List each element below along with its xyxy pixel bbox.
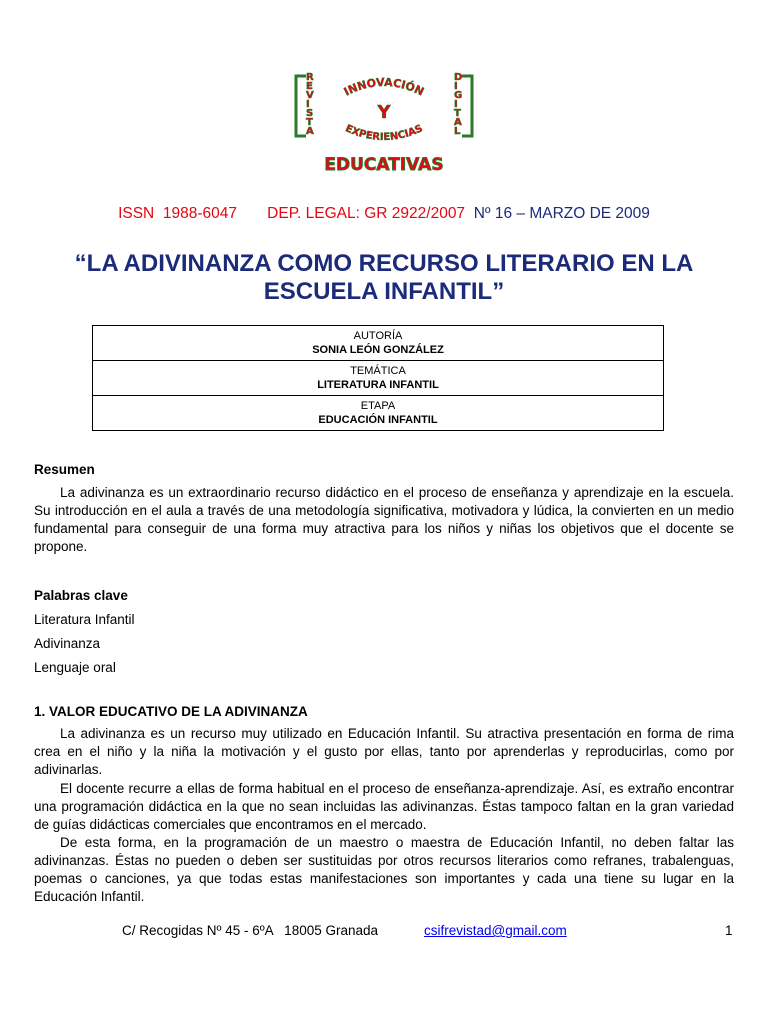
logo-left-letter: V <box>306 90 314 101</box>
logo-right-letter: I <box>454 99 458 110</box>
section-1-paragraph: La adivinanza es un recurso muy utilizado en Educación Infantil. Su atractiva presentación en forma de rima crea en el niño y la niña la motivación y el gusto por ellas, tanto por aprenderlas y reproducirlas, como por adivinarlas. <box>34 726 734 777</box>
logo-innovacion: INNOVACIÓN <box>341 75 426 99</box>
resumen-heading: Resumen <box>34 462 95 477</box>
logo-left-letter: I <box>306 99 310 110</box>
logo-left-letter: S <box>306 108 314 119</box>
info-label: TEMÁTICA <box>350 365 406 377</box>
logo-right-vertical <box>454 72 462 137</box>
logo-left-letter: T <box>306 117 313 128</box>
resumen-text: La adivinanza es un extraordinario recurso didáctico en el proceso de enseñanza y aprendizaje en la escuela. Su introducción en el aula a través de una metodología significativa, motivadora y lúdica, la convierten en un medio fundamental para conseguir de una forma muy atractiva para los niños y niñas los objetivos que el docente se propone. <box>34 485 734 554</box>
issn-line <box>0 205 768 223</box>
keyword-item: Literatura Infantil <box>34 612 135 627</box>
issue-number: Nº 16 – MARZO DE 2009 <box>473 205 650 222</box>
logo-left-vertical <box>306 72 314 137</box>
footer-email-link[interactable]: csifrevistad@gmail.com <box>424 923 567 938</box>
logo-right-letter: T <box>454 108 461 119</box>
logo-right-letter: D <box>454 72 463 83</box>
legal-deposit: DEP. LEGAL: GR 2922/2007 <box>267 205 466 222</box>
footer-address: C/ Recogidas Nº 45 - 6ºA 18005 Granada <box>122 923 379 938</box>
info-label: ETAPA <box>360 400 396 412</box>
keyword-item: Adivinanza <box>34 636 101 651</box>
keywords-heading: Palabras clave <box>34 588 128 603</box>
info-row-stage <box>93 396 663 430</box>
logo-experiencias: EXPERIENCIAS <box>343 123 425 144</box>
logo-left-letter: E <box>306 81 313 92</box>
info-value: LITERATURA INFANTIL <box>317 379 439 391</box>
logo-left-letter: A <box>306 126 314 137</box>
info-label: AUTORÍA <box>353 330 403 342</box>
logo-y: Y <box>377 102 391 123</box>
logo-educativas: EDUCATIVAS <box>324 155 444 175</box>
logo-left-letter: R <box>306 72 314 83</box>
info-value: SONIA LEÓN GONZÁLEZ <box>312 344 444 356</box>
section-1-heading: 1. VALOR EDUCATIVO DE LA ADIVINANZA <box>34 704 308 719</box>
logo-right-letter: A <box>454 117 462 128</box>
logo-right-letter: L <box>454 126 461 137</box>
info-row-topic <box>93 361 663 396</box>
issn: ISSN 1988-6047 <box>118 205 237 222</box>
title-line-2: ESCUELA INFANTIL” <box>263 278 505 305</box>
title-line-1: “LA ADIVINANZA COMO RECURSO LITERARIO EN LA <box>74 250 694 277</box>
logo-right-letter: G <box>454 90 463 101</box>
logo-right-letter: I <box>454 81 458 92</box>
page-number: 1 <box>725 923 733 938</box>
keyword-item: Lenguaje oral <box>34 660 116 675</box>
info-table <box>92 325 664 431</box>
section-1-paragraph: De esta forma, en la programación de un maestro o maestra de Educación Infantil, no deben faltar las adivinanzas. Éstas no pueden o deben ser sustituidas por otros recursos literarios como refranes, trabalenguas, poemas o canciones, ya que todas estas manifestaciones son importantes y cada una tiene su lugar en la Educación Infantil. <box>34 835 734 904</box>
info-row-author <box>93 326 663 361</box>
article-title <box>40 250 728 306</box>
section-1-paragraph: El docente recurre a ellas de forma habitual en el proceso de enseñanza-aprendizaje. Así, es extraño encontrar una programación didáctica en la que no sean incluidas las adivinanzas. Éstas tampoco faltan en la gran variedad de guías didácticas comerciales que encontramos en el mercado. <box>34 781 734 832</box>
magazine-logo <box>278 66 490 184</box>
info-value: EDUCACIÓN INFANTIL <box>318 414 438 426</box>
